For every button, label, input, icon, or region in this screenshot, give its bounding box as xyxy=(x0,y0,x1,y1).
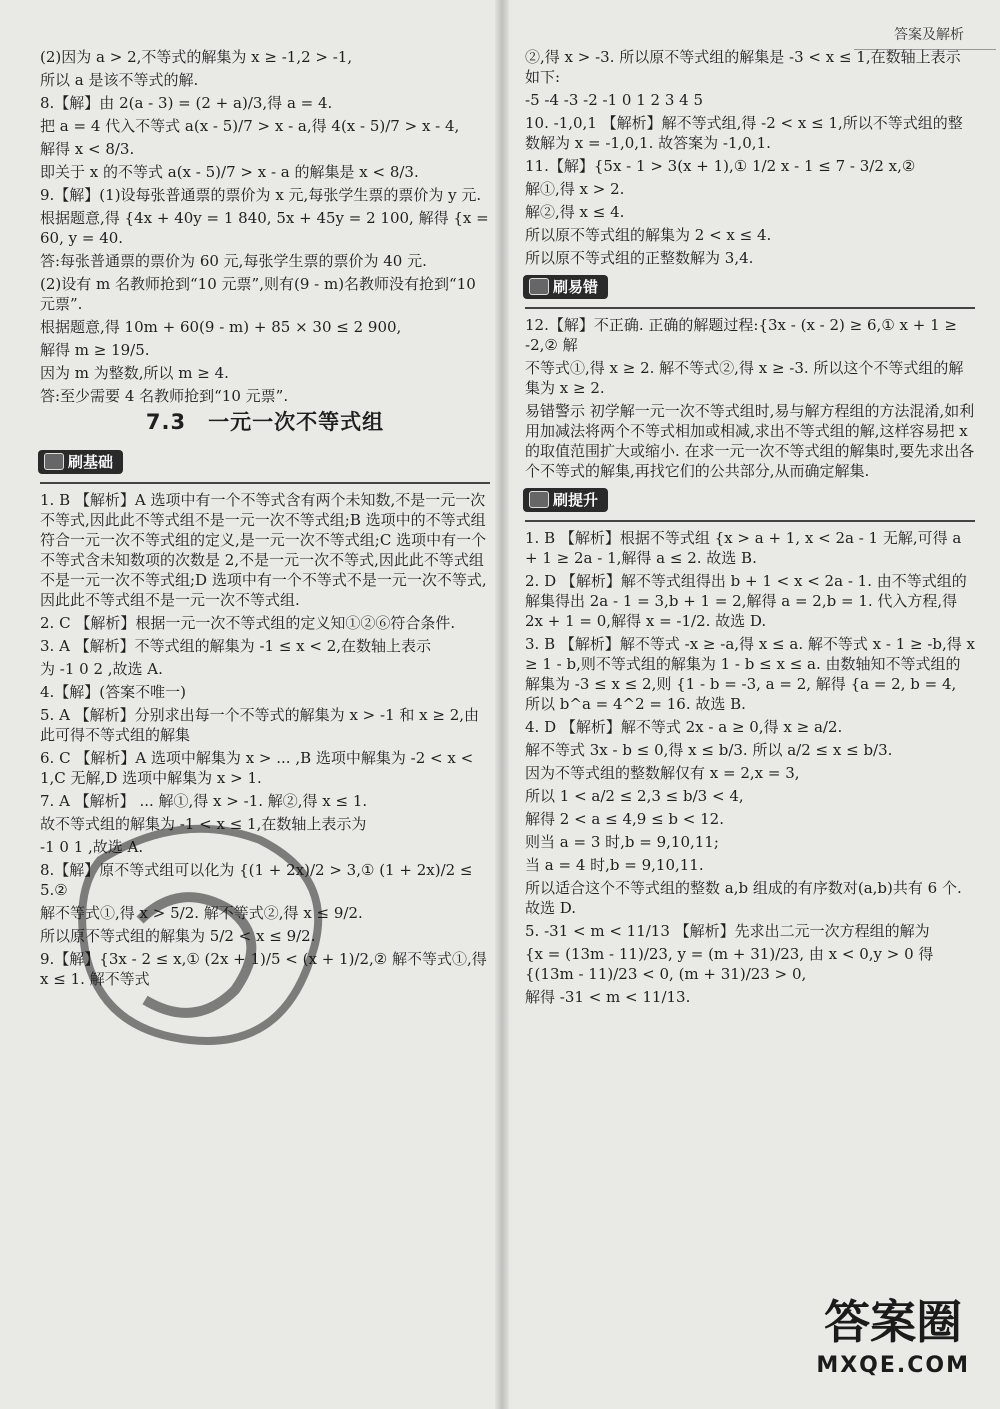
answer-line: 所以 a 是该不等式的解. xyxy=(40,71,199,89)
page-fold xyxy=(495,0,509,1409)
answer-line: 解不等式 3x - b ≤ 0,得 x ≤ b/3. 所以 a/2 ≤ x ≤ b/3. xyxy=(525,741,893,759)
answer-line: (2)设有 m 名教师抢到“10 元票”,则有(9 - m)名教师没有抢到“10 元票”. xyxy=(40,275,481,313)
answer-line: 因为不等式组的整数解仅有 x = 2,x = 3, xyxy=(525,764,800,782)
answer-line: 1. B 【解析】A 选项中有一个不等式含有两个未知数,不是一元一次不等式,因此此不等式组不是一元一次不等式组;B 选项中的不等式组符合一元一次不等式组的定义,是一元一次不等式组;C 选项中有一个不等式含未知数项的次数是 2,不是一元一次不等式,因此此不等式组不是一元一次不等式组;D 选项中有一个不等式不是一元一次不等式,因此此不等式组不是一元一次不等式组. xyxy=(40,491,487,609)
answer-line: 8.【解】原不等式组可以化为 {(1 + 2x)/2 > 3,① (1 + 2x)/2 ≤ 5.② xyxy=(40,861,478,899)
answer-line: 不等式①,得 x ≥ 2. 解不等式②,得 x ≥ -3. 所以这个不等式组的解集为 x ≥ 2. xyxy=(525,359,964,397)
answer-line: 易错警示 初学解一元一次不等式组时,易与解方程组的方法混淆,如利用加减法将两个不等式相加或相减,求出不等式组的解,这样容易把 x 的取值范围扩大或缩小. 在求一元一次不等式组的解集时,要先求出各个不等式的解集,再找它们的公共部分,从而确定解集. xyxy=(525,402,975,480)
answer-line: 5. A 【解析】分别求出每一个不等式的解集为 x > -1 和 x ≥ 2,由此可得不等式组的解集 xyxy=(40,706,480,744)
answer-line: -5 -4 -3 -2 -1 0 1 2 3 4 5 xyxy=(525,91,704,109)
basic-answers xyxy=(40,490,490,989)
answer-line: 当 a = 4 时,b = 9,10,11. xyxy=(525,856,704,874)
right-top-answers xyxy=(525,47,975,268)
answer-line: 10. -1,0,1 【解析】解不等式组,得 -2 < x ≤ 1,所以不等式组的整数解为 x = -1,0,1. 故答案为 -1,0,1. xyxy=(525,114,963,152)
answer-line: 12.【解】不正确. 正确的解题过程:{3x - (x - 2) ≥ 6,① x + 1 ≥ -2,② 解 xyxy=(525,316,962,354)
answer-line: 所以原不等式组的解集为 5/2 < x ≤ 9/2. xyxy=(40,927,316,945)
answer-line: (2)因为 a > 2,不等式的解集为 x ≥ -1,2 > -1, xyxy=(40,48,353,66)
answer-line: 因为 m 为整数,所以 m ≥ 4. xyxy=(40,364,229,382)
site-watermark xyxy=(816,1295,970,1388)
right-column xyxy=(525,46,980,1010)
basic-practice-label: 刷基础 xyxy=(38,450,123,474)
advance-practice-label: 刷提升 xyxy=(523,488,608,512)
answer-line: {x = (13m - 11)/23, y = (m + 31)/23, 由 x < 0,y > 0 得 {(13m - 11)/23 < 0, (m + 31)/23 > 0, xyxy=(525,945,939,983)
answer-line: 根据题意,得 10m + 60(9 - m) + 85 × 30 ≤ 2 900, xyxy=(40,318,402,336)
advance-answers xyxy=(525,528,980,1007)
answer-line: 解得 m ≥ 19/5. xyxy=(40,341,150,359)
answer-line: 7. A 【解析】 ... 解①,得 x > -1. 解②,得 x ≤ 1. xyxy=(40,792,368,810)
answer-line: 所以原不等式组的解集为 2 < x ≤ 4. xyxy=(525,226,772,244)
answer-line: 为 -1 0 2 ,故选 A. xyxy=(40,660,163,678)
answer-line: 3. B 【解析】解不等式 -x ≥ -a,得 x ≤ a. 解不等式 x - 1 ≥ -b,得 x ≥ 1 - b,则不等式组的解集为 1 - b ≤ x ≤ a. 由数轴知不等式组的解集为 -3 ≤ x ≤ 2,则 {1 - b = -3, a = 2, 解得 {a = 2, b = 4, 所以 b^a = 4^2 = 16. 故选 B. xyxy=(525,635,980,713)
answer-line: 答:每张普通票的票价为 60 元,每张学生票的票价为 40 元. xyxy=(40,252,427,270)
answer-line: 9.【解】(1)设每张普通票的票价为 x 元,每张学生票的票价为 y 元. xyxy=(40,186,482,204)
answer-line: 把 a = 4 代入不等式 a(x - 5)/7 > x - a,得 4(x - 5)/7 > x - 4, xyxy=(40,117,460,135)
left-column xyxy=(40,46,494,992)
left-top-answers xyxy=(40,47,494,406)
answer-line: 4.【解】(答案不唯一) xyxy=(40,683,187,701)
answer-line: 解①,得 x > 2. xyxy=(525,180,625,198)
answer-line: 答:至少需要 4 名教师抢到“10 元票”. xyxy=(40,387,289,405)
answer-line: -1 0 1 ,故选 A. xyxy=(40,838,144,856)
answer-line: 根据题意,得 {4x + 40y = 1 840, 5x + 45y = 2 100, 解得 {x = 60, y = 40. xyxy=(40,209,494,247)
running-header: 答案及解析 xyxy=(894,24,964,44)
answer-line: 解得 2 < a ≤ 4,9 ≤ b < 12. xyxy=(525,810,724,828)
answer-line: 解不等式①,得 x > 5/2. 解不等式②,得 x ≤ 9/2. xyxy=(40,904,363,922)
answer-line: 所以 1 < a/2 ≤ 2,3 ≤ b/3 < 4, xyxy=(525,787,744,805)
answer-line: 2. D 【解析】解不等式组得出 b + 1 < x < 2a - 1. 由不等式组的解集得出 2a - 1 = 3,b + 1 = 2,解得 a = 2,b = 1. 代入方程,得 2x + 1 = 0,解得 x = -1/2. 故选 D. xyxy=(525,572,967,630)
answer-line: 2. C 【解析】根据一元一次不等式组的定义知①②⑥符合条件. xyxy=(40,614,456,632)
answer-line: 5. -31 < m < 11/13 【解析】先求出二元一次方程组的解为 xyxy=(525,922,930,940)
answer-line: 4. D 【解析】解不等式 2x - a ≥ 0,得 x ≥ a/2. xyxy=(525,718,843,736)
error-practice-label: 刷易错 xyxy=(523,275,608,299)
answer-line: 3. A 【解析】不等式组的解集为 -1 ≤ x < 2,在数轴上表示 xyxy=(40,637,432,655)
answer-line: 11.【解】{5x - 1 > 3(x + 1),① 1/2 x - 1 ≤ 7 - 3/2 x,② xyxy=(525,157,916,175)
answer-line: 解②,得 x ≤ 4. xyxy=(525,203,625,221)
answer-line: 解得 -31 < m < 11/13. xyxy=(525,988,691,1006)
answer-line: 解得 x < 8/3. xyxy=(40,140,135,158)
section-title: 7.3 一元一次不等式组 xyxy=(145,410,385,434)
answer-line: 故不等式组的解集为 -1 < x ≤ 1,在数轴上表示为 xyxy=(40,815,367,833)
answer-line: 所以适合这个不等式组的整数 a,b 组成的有序数对(a,b)共有 6 个. 故选 D. xyxy=(525,879,967,917)
answer-line: 1. B 【解析】根据不等式组 {x > a + 1, x < 2a - 1 无解,可得 a + 1 ≥ 2a - 1,解得 a ≤ 2. 故选 B. xyxy=(525,529,967,567)
answer-line: 即关于 x 的不等式 a(x - 5)/7 > x - a 的解集是 x < 8/3. xyxy=(40,163,419,181)
error-answers xyxy=(525,315,975,481)
watermark-line1: 答案圈 xyxy=(824,1295,963,1349)
answer-line: 8.【解】由 2(a - 3) = (2 + a)/3,得 a = 4. xyxy=(40,94,333,112)
answer-line: 9.【解】{3x - 2 ≤ x,① (2x + 1)/5 < (x + 1)/2,② 解不等式①,得 x ≤ 1. 解不等式 xyxy=(40,950,492,988)
answer-line: 6. C 【解析】A 选项中解集为 x > ... ,B 选项中解集为 -2 < x < 1,C 无解,D 选项中解集为 x > 1. xyxy=(40,749,478,787)
answer-line: 则当 a = 3 时,b = 9,10,11; xyxy=(525,833,719,851)
answer-line: 所以原不等式组的正整数解为 3,4. xyxy=(525,249,754,267)
answer-line: ②,得 x > -3. 所以原不等式组的解集是 -3 < x ≤ 1,在数轴上表示如下: xyxy=(525,48,961,86)
watermark-line2: MXQE.COM xyxy=(816,1353,970,1378)
